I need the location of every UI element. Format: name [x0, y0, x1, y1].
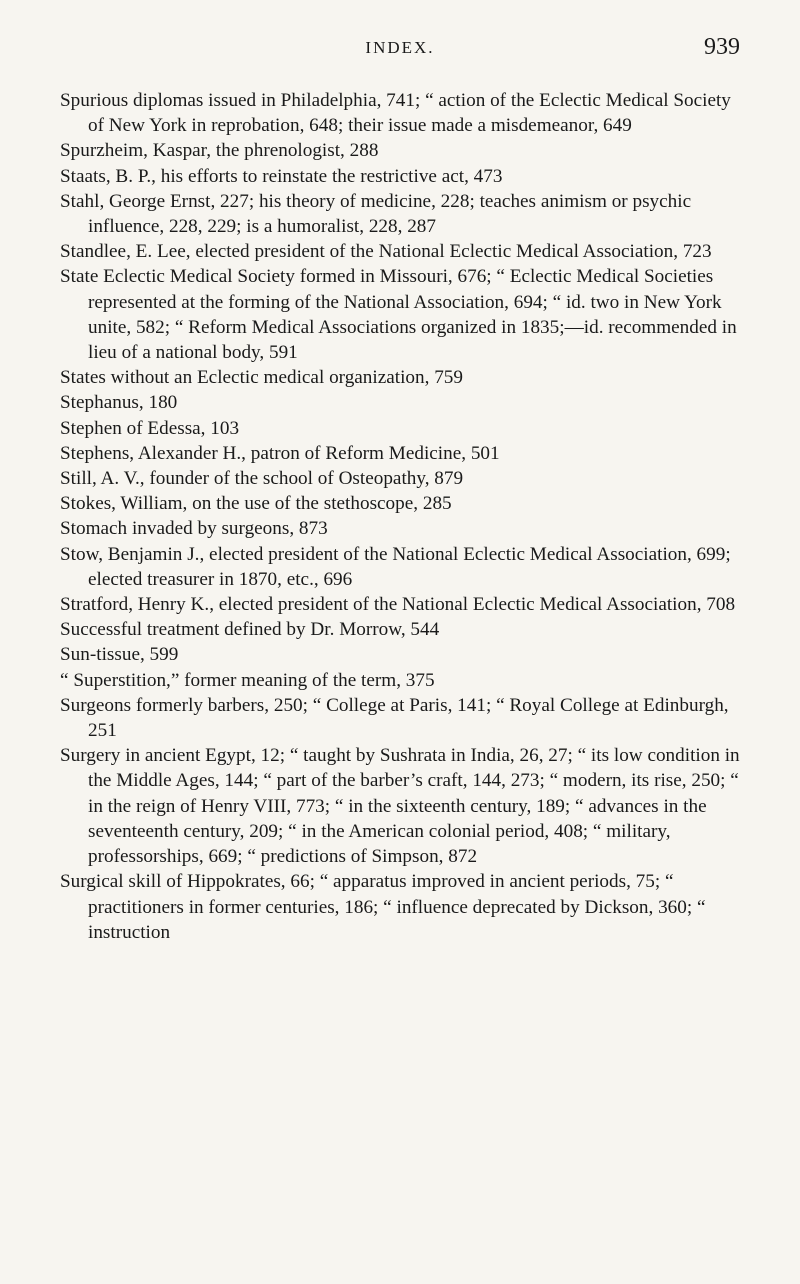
index-entry: Stomach invaded by surgeons, 873 [60, 518, 328, 540]
page-header [0, 34, 800, 78]
index-entry: Still, A. V., founder of the school of Osteopathy, 879 [60, 468, 464, 490]
index-entry: Successful treatment defined by Dr. Morrow, 544 [60, 619, 440, 641]
index-entries [60, 88, 740, 945]
index-entry: “ Superstition,” former meaning of the term, 375 [60, 669, 435, 691]
index-entry: Spurzheim, Kaspar, the phrenologist, 288 [60, 140, 379, 162]
index-entry: Surgery in ancient Egypt, 12; “ taught by Sushrata in India, 26, 27; “ its low condition in the Middle Ages, 144; “ part of the barber’s craft, 144, 273; “ modern, its rise, 250; “ in the reign of Henry VIII, 773; “ in the sixteenth century, 189; “ advances in the seventeenth century, 209; “ in the American colonial period, 408; “ military, professorships, 669; “ predictions of Simpson, 872 [60, 745, 740, 868]
page-number: 939 [704, 34, 740, 60]
index-entry: Surgeons formerly barbers, 250; “ College at Paris, 141; “ Royal College at Edinburgh, 251 [60, 694, 729, 742]
index-entry: Stow, Benjamin J., elected president of the National Eclectic Medical Association, 699; elected treasurer in 1870, etc., 696 [60, 543, 731, 590]
index-entry: Stratford, Henry K., elected president of the National Eclectic Medical Association, 708 [60, 594, 736, 616]
running-title: INDEX. [365, 38, 435, 57]
index-entry: Staats, B. P., his efforts to reinstate the restrictive act, 473 [60, 165, 503, 187]
index-entry: State Eclectic Medical Society formed in Missouri, 676; “ Eclectic Medical Societies represented at the forming of the National Association, 694; “ id. two in New York unite, 582; “ Reform Medical Associations organized in 1835;—id. recommended in lieu of a national body, 591 [60, 266, 737, 364]
index-entry: Stephen of Edessa, 103 [60, 417, 240, 439]
index-entry: States without an Eclectic medical organization, 759 [60, 367, 463, 389]
index-entry: Stahl, George Ernst, 227; his theory of medicine, 228; teaches animism or psychic influence, 228, 229; is a humoralist, 228, 287 [60, 190, 692, 238]
index-entry: Stokes, William, on the use of the stethoscope, 285 [60, 493, 452, 515]
index-entry: Sun-tissue, 599 [60, 644, 179, 666]
index-entry: Standlee, E. Lee, elected president of the National Eclectic Medical Association, 723 [60, 241, 712, 263]
index-entry: Spurious diplomas issued in Philadelphia, 741; “ action of the Eclectic Medical Society of New York in reprobation, 648; their issue made a misdemeanor, 649 [60, 90, 731, 137]
index-entry: Stephens, Alexander H., patron of Reform Medicine, 501 [60, 442, 500, 464]
index-entry: Stephanus, 180 [60, 392, 178, 414]
index-entry: Surgical skill of Hippokrates, 66; “ apparatus improved in ancient periods, 75; “ practitioners in former centuries, 186; “ influence deprecated by Dickson, 360; “ instruction [60, 871, 706, 943]
